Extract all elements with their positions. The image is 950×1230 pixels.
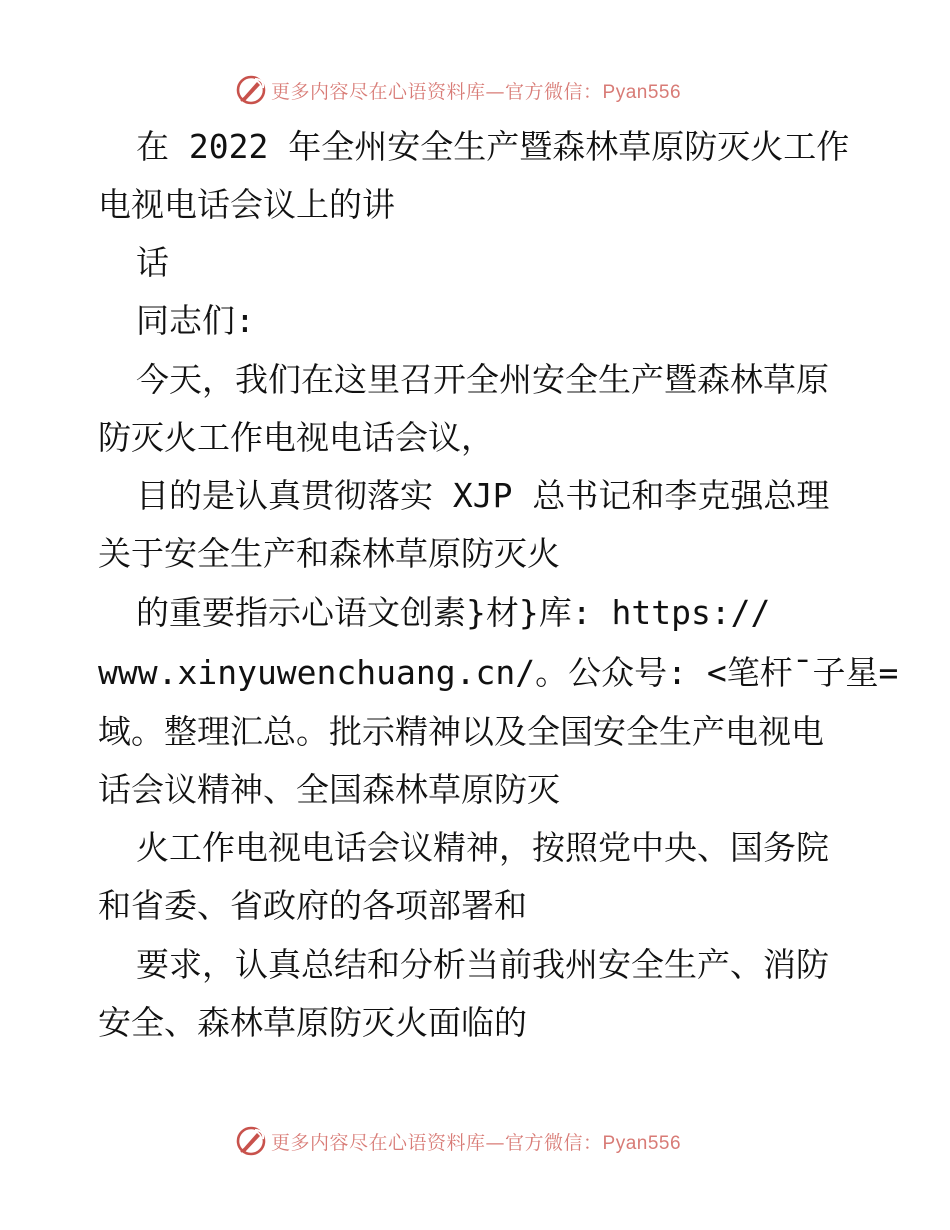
banner-wechat-id: Pyan556 — [602, 81, 682, 103]
header-banner — [235, 73, 681, 107]
quill-logo-icon — [235, 1125, 267, 1157]
salutation: 同志们: — [136, 301, 255, 340]
body-line: 关于安全生产和森林草原防灭火 — [98, 534, 560, 573]
body-line: 今天，我们在这里召开全州安全生产暨森林草原 — [136, 360, 829, 399]
body-line: 话会议精神、全国森林草原防灭 — [98, 770, 560, 809]
body-line: 防灭火工作电视电话会议， — [98, 418, 494, 457]
title-line-2: 电视电话会议上的讲 — [98, 185, 395, 224]
title-line-1: 在 2022 年全州安全生产暨森林草原防灭火工作 — [136, 127, 850, 166]
footer-banner — [235, 1124, 681, 1158]
banner-wechat-id: Pyan556 — [602, 1132, 682, 1154]
body-line: 域。整理汇总。批示精神以及全国安全生产电视电 — [98, 712, 824, 751]
quill-logo-icon — [235, 74, 267, 106]
body-line: 火工作电视电话会议精神，按照党中央、国务院 — [136, 828, 829, 867]
banner-text-cn: 更多内容尽在心语资料库—官方微信： — [271, 1131, 603, 1154]
body-line: 目的是认真贯彻落实 XJP 总书记和李克强总理 — [136, 476, 830, 515]
body-line: 的重要指示心语文创素}材}库: https:// — [136, 593, 771, 632]
banner-text-cn: 更多内容尽在心语资料库—官方微信： — [271, 80, 603, 103]
body-line: www.xinyuwenchuang.cn/。公众号: <笔杆¯子星= — [98, 653, 899, 692]
banner-text — [271, 1128, 681, 1155]
body-line: 和省委、省政府的各项部署和 — [98, 886, 527, 925]
body-line: 要求，认真总结和分析当前我州安全生产、消防 — [136, 945, 829, 984]
banner-text — [271, 77, 681, 104]
body-line: 安全、森林草原防灭火面临的 — [98, 1003, 527, 1042]
title-line-3: 话 — [136, 243, 169, 282]
